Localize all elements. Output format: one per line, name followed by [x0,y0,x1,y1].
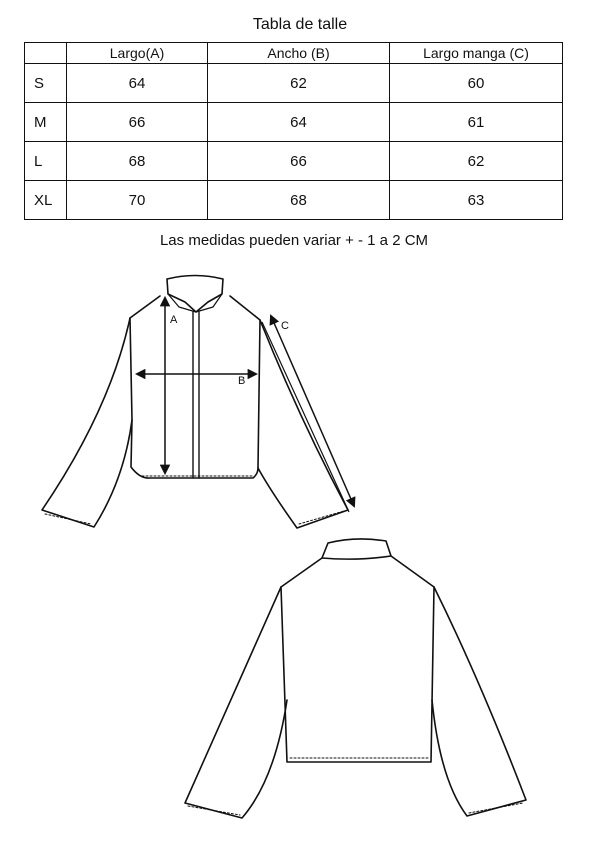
manga-value: 61 [390,103,563,142]
jacket-front-view [42,276,348,529]
ancho-value: 62 [208,64,390,103]
size-label: XL [25,181,67,220]
largo-value: 70 [67,181,208,220]
front-left-sleeve [42,318,132,527]
manga-value: 63 [390,181,563,220]
back-right-sleeve [432,587,526,816]
ancho-value: 66 [208,142,390,181]
header-largo: Largo(A) [67,43,208,64]
back-left-sleeve [185,587,287,818]
size-chart-title: Tabla de talle [252,16,348,33]
measurement-arrows [137,298,354,512]
largo-value: 68 [67,142,208,181]
manga-value: 60 [390,64,563,103]
jacket-back-view [185,539,526,818]
sleeve-guide-line [262,322,349,512]
ancho-value: 68 [208,181,390,220]
back-body-outline [281,556,434,762]
header-largo-manga: Largo manga (C) [390,43,563,64]
front-collar [167,276,223,313]
label-c: C [281,320,289,332]
largo-value: 64 [67,64,208,103]
largo-value: 66 [67,103,208,142]
size-label: M [25,103,67,142]
label-b: B [238,375,246,387]
front-body-outline [130,296,260,478]
front-right-sleeve [258,320,348,528]
measurement-note: Las medidas pueden variar + - 1 a 2 CM [159,232,429,249]
sleeve-arrow-c [271,316,354,506]
label-a: A [170,314,178,326]
size-label: S [25,64,67,103]
manga-value: 62 [390,142,563,181]
header-ancho: Ancho (B) [208,43,390,64]
ancho-value: 64 [208,103,390,142]
size-label: L [25,142,67,181]
back-collar [322,539,391,559]
